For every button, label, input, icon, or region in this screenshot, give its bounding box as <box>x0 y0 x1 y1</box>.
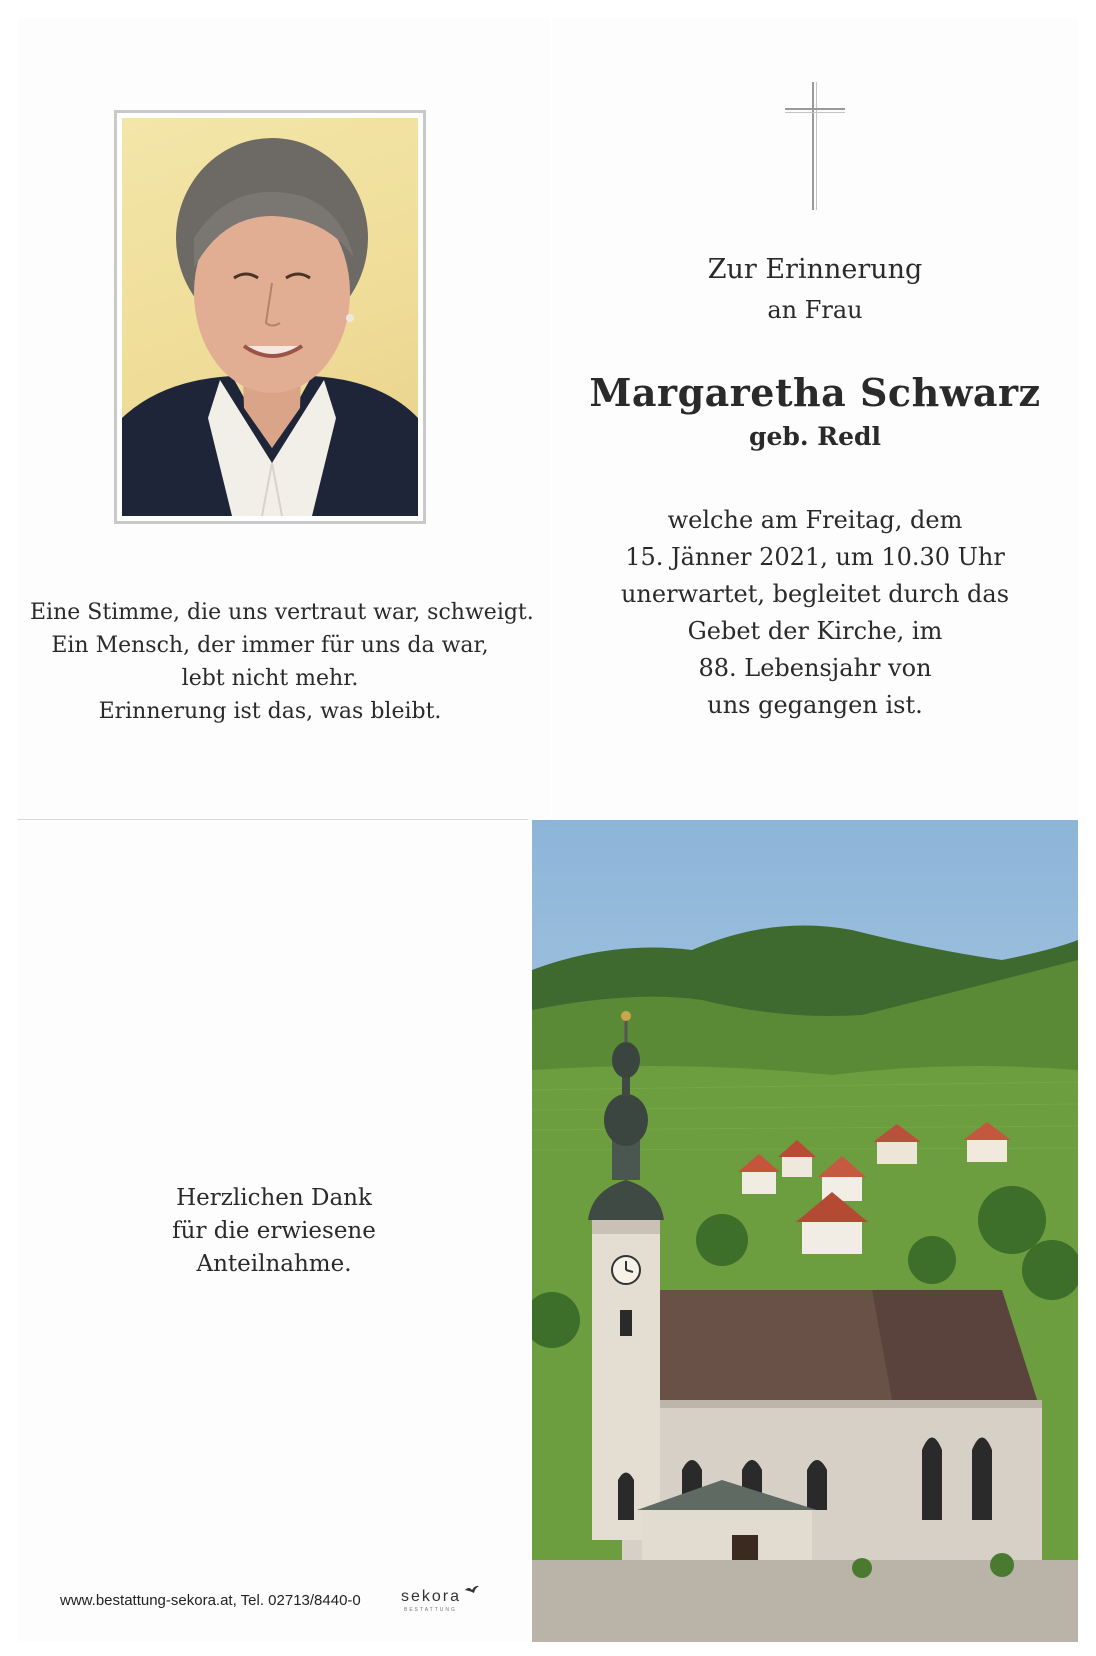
notice-line: Gebet der Kirche, im <box>687 617 943 645</box>
verse-line: Erinnerung ist das, was bleibt. <box>98 699 442 724</box>
landscape-drawing <box>532 820 1078 1642</box>
fold-line <box>18 819 528 820</box>
notice-line: uns gegangen ist. <box>707 691 923 719</box>
portrait-photo <box>122 118 418 516</box>
church-landscape-photo <box>532 820 1078 1642</box>
portrait-frame <box>114 110 426 524</box>
bird-icon <box>464 1584 480 1596</box>
thanks-line: Herzlichen Dank <box>176 1185 372 1211</box>
funeral-home-contact: www.bestattung-sekora.at, Tel. 02713/8440-0 <box>60 1592 361 1609</box>
notice-line: welche am Freitag, dem <box>667 506 963 534</box>
birth-name: geb. Redl <box>749 422 881 451</box>
cross-icon <box>785 82 845 210</box>
thanks-message <box>18 1182 530 1281</box>
thanks-line: Anteilnahme. <box>196 1251 352 1277</box>
portrait-drawing <box>122 118 418 516</box>
brand-tagline: BESTATTUNG <box>404 1607 457 1613</box>
memory-heading: Zur Erinnerung <box>707 254 923 285</box>
death-notice <box>552 502 1078 724</box>
memorial-verse <box>30 596 534 728</box>
notice-line: unerwartet, begleitet durch das <box>620 580 1010 608</box>
verse-line: Eine Stimme, die uns vertraut war, schweigt. <box>30 600 534 625</box>
verse-line: lebt nicht mehr. <box>181 666 359 691</box>
thanks-line: für die erwiesene <box>172 1218 376 1244</box>
notice-line: 15. Jänner 2021, um 10.30 Uhr <box>625 543 1005 571</box>
salutation: an Frau <box>767 296 863 324</box>
brand-logo: sekora <box>401 1588 462 1605</box>
notice-line: 88. Lebensjahr von <box>698 654 932 682</box>
deceased-name: Margaretha Schwarz <box>589 370 1041 415</box>
verse-line: Ein Mensch, der immer für uns da war, <box>51 633 489 658</box>
